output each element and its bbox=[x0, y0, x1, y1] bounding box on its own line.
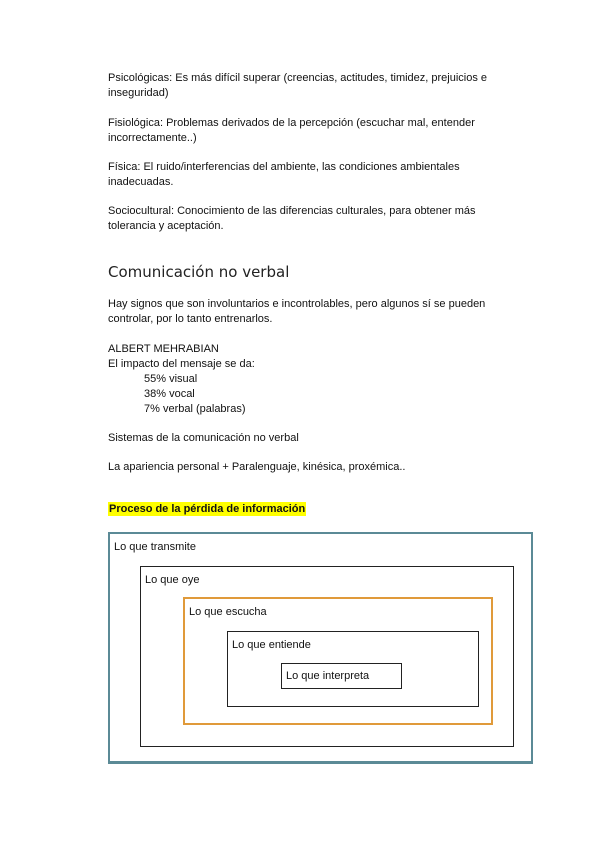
box-escucha bbox=[183, 597, 493, 725]
label-entiende: Lo que entiende bbox=[232, 639, 311, 651]
impact-label: El impacto del mensaje se da: bbox=[108, 358, 255, 370]
label-transmite: Lo que transmite bbox=[114, 541, 196, 553]
box-interpreta bbox=[281, 663, 402, 689]
impact-item-visual: 55% visual bbox=[144, 373, 198, 385]
author-name: ALBERT MEHRABIAN bbox=[108, 343, 219, 355]
systems-label: Sistemas de la comunicación no verbal bbox=[108, 432, 299, 444]
appearance-line: La apariencia personal + Paralenguaje, kinésica, proxémica.. bbox=[108, 461, 406, 473]
impact-item-vocal: 38% vocal bbox=[144, 388, 195, 400]
section-heading: Comunicación no verbal bbox=[108, 263, 290, 281]
section-intro: Hay signos que son involuntarios e incontrolables, pero algunos sí se pueden controlar, por lo tanto entrenarlos. bbox=[108, 298, 486, 325]
box-entiende bbox=[227, 631, 479, 707]
label-escucha: Lo que escucha bbox=[189, 606, 267, 618]
process-title: Proceso de la pérdida de información bbox=[109, 503, 306, 515]
paragraph-fisiologica: Fisiológica: Problemas derivados de la percepción (escuchar mal, entender incorrectamente..) bbox=[108, 117, 475, 144]
impact-item-verbal: 7% verbal (palabras) bbox=[144, 403, 246, 415]
label-oye: Lo que oye bbox=[145, 574, 200, 586]
box-oye bbox=[140, 566, 514, 747]
paragraph-fisica: Física: El ruido/interferencias del ambiente, las condiciones ambientales inadecuadas. bbox=[108, 161, 460, 188]
paragraph-psicologicas: Psicológicas: Es más difícil superar (creencias, actitudes, timidez, prejuicios e inseguridad) bbox=[108, 72, 488, 99]
box-transmite bbox=[108, 532, 533, 764]
label-interpreta: Lo que interpreta bbox=[286, 670, 370, 682]
paragraph-sociocultural: Sociocultural: Conocimiento de las diferencias culturales, para obtener más tolerancia y aceptación. bbox=[108, 205, 476, 232]
mehrabian-block bbox=[108, 342, 508, 417]
